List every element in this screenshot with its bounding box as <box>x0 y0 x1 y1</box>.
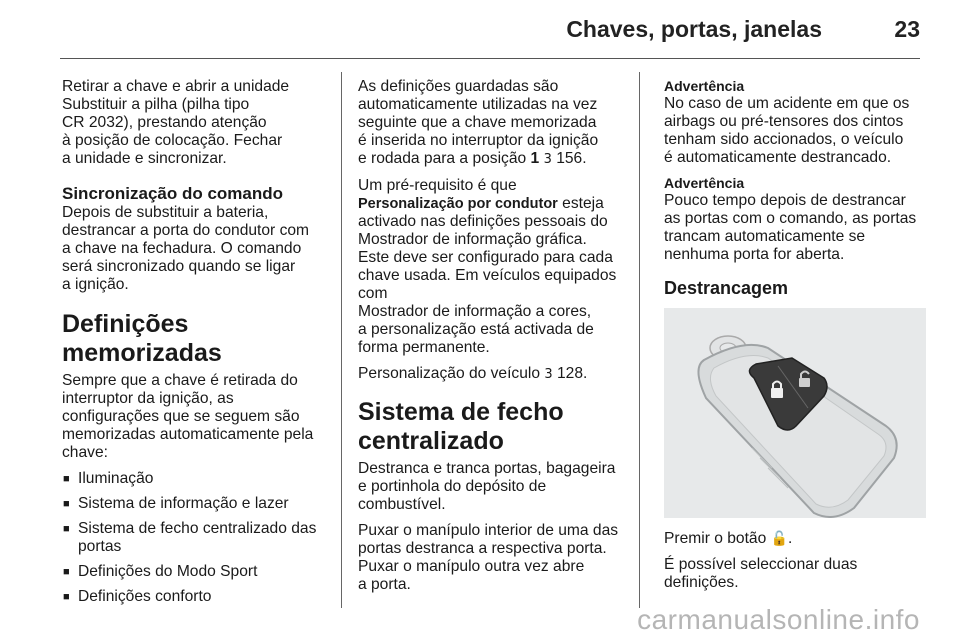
paragraph-text: Personalização do veículo <box>358 365 545 382</box>
page-reference-arrow-icon: 3 <box>543 152 552 167</box>
unlocking-heading: Destrancagem <box>664 278 789 298</box>
memorized-settings-heading: Definições memorizadas <box>62 310 222 367</box>
warning-label: Advertência <box>664 175 745 191</box>
page-title: Chaves, portas, janelas <box>566 16 822 42</box>
paragraph-text: Um pré-requisito é que <box>358 177 517 194</box>
key-fob-illustration <box>664 308 926 518</box>
list-item: ■ Sistema de fecho centralizado das portas <box>62 520 334 556</box>
page-ref-156[interactable]: 156. <box>556 150 587 167</box>
central-locking-heading: Sistema de fecho centralizado <box>358 398 564 455</box>
column-2 <box>358 78 630 602</box>
warning-label: Advertência <box>664 78 745 94</box>
driver-personalisation-label: Personalização por condutor <box>358 196 558 212</box>
warning-auto-relock <box>664 175 926 264</box>
saved-settings-paragraph <box>358 78 630 169</box>
sync-heading: Sincronização do comando <box>62 184 284 203</box>
column-3 <box>664 78 926 600</box>
unlock-button-icon: 🔓 <box>770 531 789 547</box>
column-divider-2 <box>639 72 640 608</box>
header-divider <box>60 58 920 59</box>
watermark: carmanualsonline.info <box>637 604 920 635</box>
paragraph-text: esteja activado nas definições pessoais do Mostrador de informação gráfica. Este deve ser configurado para cada chave usada. Em veículos equipados com Mostrador de informação a cores, a personalização está activada de forma permanente. <box>358 195 617 356</box>
sync-text: Depois de substituir a bateria, destrancar a porta do condutor com a chave na fechadura. O comando será sincronizado quando se ligar a ignição. <box>62 204 310 293</box>
list-item: ■ Iluminação <box>62 470 334 488</box>
page-reference-arrow-icon: 3 <box>544 367 553 382</box>
list-item: ■ Definições do Modo Sport <box>62 563 334 581</box>
list-item: ■ Definições conforto <box>62 588 334 606</box>
page-number: 23 <box>894 16 920 42</box>
central-locking-text: Destranca e tranca portas, bagageira e portinhola do depósito de combustível. <box>358 460 616 513</box>
list-item: ■ Sistema de informação e lazer <box>62 495 334 513</box>
battery-instructions: Retirar a chave e abrir a unidade Substituir a pilha (pilha tipo CR 2032), prestando atenção à posição de colocação. Fechar a unidade e sincronizar. <box>62 78 290 167</box>
paragraph-text: As definições guardadas são automaticamente utilizadas na vez seguinte que a chave memorizada é inserida no interruptor da ignição e rodada para a posição <box>358 78 599 167</box>
memorized-settings-text: Sempre que a chave é retirada do interruptor da ignição, as configurações que se seguem são memorizadas automaticamente pela chave: <box>62 372 314 461</box>
press-button-text <box>664 530 926 548</box>
column-divider-1 <box>341 72 342 608</box>
warning-accident <box>664 78 926 167</box>
door-handle-text: Puxar o manípulo interior de uma das portas destranca a respectiva porta. Puxar o manípulo outra vez abre a porta. <box>358 522 619 593</box>
paragraph-text: . <box>788 530 793 547</box>
memorized-settings-list <box>62 470 334 606</box>
prerequisite-paragraph <box>358 177 630 357</box>
ignition-position: 1 <box>530 150 540 167</box>
paragraph-text: Premir o botão <box>664 530 771 547</box>
select-settings-text: É possível seleccionar duas definições. <box>664 556 858 591</box>
page-ref-128[interactable]: 128. <box>557 365 588 382</box>
vehicle-personalisation-ref <box>358 365 630 384</box>
warning-text: Pouco tempo depois de destrancar as portas com o comando, as portas trancam automaticamente se nenhuma porta for aberta. <box>664 192 917 263</box>
column-1 <box>62 78 334 613</box>
warning-text: No caso de um acidente em que os airbags ou pré-tensores dos cintos tenham sido accionados, o veículo é automaticamente destrancado. <box>664 95 910 166</box>
